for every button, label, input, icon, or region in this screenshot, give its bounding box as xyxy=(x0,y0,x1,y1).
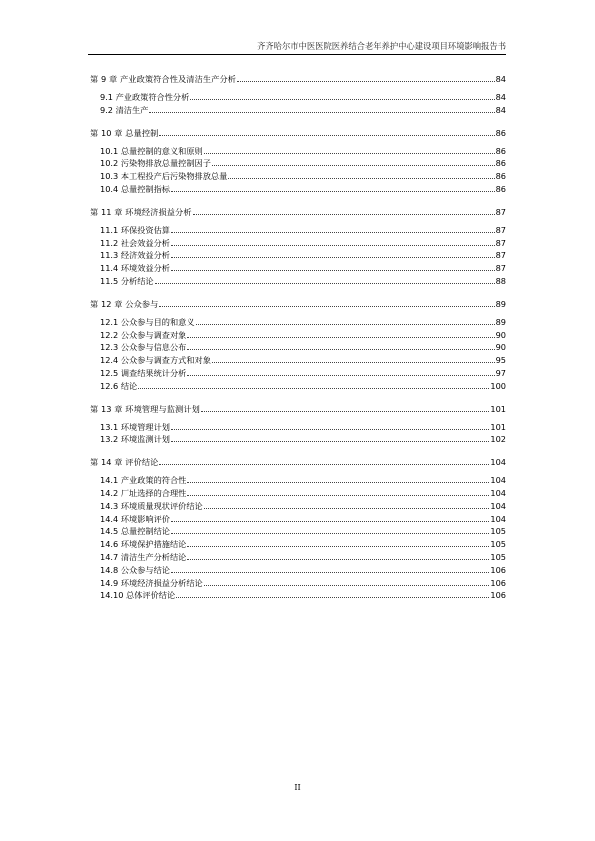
toc-chapter-entry[interactable] xyxy=(90,456,506,467)
toc-dot-leader xyxy=(187,482,489,483)
toc-entry-page: 100 xyxy=(490,380,506,391)
toc-entry-page: 101 xyxy=(490,403,506,414)
toc-entry-page: 104 xyxy=(490,513,506,524)
toc-chapter-entry[interactable] xyxy=(90,403,506,414)
toc-section-entry[interactable] xyxy=(100,577,506,588)
toc-dot-leader xyxy=(171,441,489,442)
toc-entry-page: 105 xyxy=(490,526,506,537)
toc-entry-page: 89 xyxy=(495,298,506,309)
toc-entry-title: 第 12 章 公众参与 xyxy=(90,298,159,309)
toc-entry-title: 10.4 总量控制指标 xyxy=(100,184,170,194)
toc-entry-title: 14.4 环境影响评价 xyxy=(100,513,170,524)
toc-dot-leader xyxy=(171,191,495,192)
toc-entry-page: 87 xyxy=(495,250,506,261)
toc-dot-leader xyxy=(159,306,494,307)
toc-entry-title: 12.5 调查结果统计分析 xyxy=(100,368,187,378)
toc-entry-page: 84 xyxy=(495,92,506,102)
toc-dot-leader xyxy=(196,324,495,325)
toc-dot-leader xyxy=(193,214,495,215)
toc-section-entry[interactable] xyxy=(100,170,506,181)
toc-entry-title: 10.3 本工程投产后污染物排放总量 xyxy=(100,171,228,182)
toc-entry-page: 88 xyxy=(495,276,506,286)
toc-entry-page: 104 xyxy=(490,500,506,511)
toc-entry-page: 86 xyxy=(495,127,506,138)
toc-section-entry[interactable] xyxy=(100,367,506,378)
toc-section-entry[interactable] xyxy=(100,91,506,102)
toc-section-entry[interactable] xyxy=(100,421,506,432)
toc-section-entry[interactable] xyxy=(100,538,506,549)
toc-entry-page: 86 xyxy=(495,158,506,169)
toc-entry-page: 105 xyxy=(490,539,506,550)
toc-dot-leader xyxy=(204,153,495,154)
toc-entry-page: 104 xyxy=(490,475,506,486)
toc-entry-page: 86 xyxy=(495,145,506,156)
toc-section-entry[interactable] xyxy=(100,354,506,365)
toc-dot-leader xyxy=(190,99,494,100)
toc-entry-page: 84 xyxy=(495,104,506,115)
toc-section-entry[interactable] xyxy=(100,513,506,524)
toc-entry-title: 14.8 公众参与结论 xyxy=(100,564,170,575)
toc-entry-page: 102 xyxy=(490,434,506,445)
toc-section-entry[interactable] xyxy=(100,474,506,485)
toc-section-entry[interactable] xyxy=(100,104,506,115)
toc-dot-leader xyxy=(212,165,495,166)
toc-section-entry[interactable] xyxy=(100,145,506,156)
toc-entry-page: 86 xyxy=(495,184,506,194)
toc-entry-page: 106 xyxy=(490,577,506,588)
toc-section-entry[interactable] xyxy=(100,262,506,273)
toc-section-entry[interactable] xyxy=(100,237,506,248)
toc-section-entry[interactable] xyxy=(100,551,506,562)
toc-dot-leader xyxy=(187,375,494,376)
toc-chapter-entry[interactable] xyxy=(90,73,506,84)
toc-dot-leader xyxy=(176,597,489,598)
toc-section-entry[interactable] xyxy=(100,275,506,286)
toc-entry-title: 12.6 结论 xyxy=(100,380,138,391)
toc-dot-leader xyxy=(187,349,494,350)
toc-section-entry[interactable] xyxy=(100,589,506,600)
toc-dot-leader xyxy=(201,411,489,412)
toc-section-entry[interactable] xyxy=(100,157,506,168)
toc-entry-title: 第 13 章 环境管理与监测计划 xyxy=(90,403,200,414)
toc-dot-leader xyxy=(204,585,490,586)
toc-dot-leader xyxy=(171,270,495,271)
toc-dot-leader xyxy=(187,495,489,496)
toc-section-entry[interactable] xyxy=(100,500,506,511)
toc-entry-title: 14.9 环境经济损益分析结论 xyxy=(100,577,203,588)
toc-section-entry[interactable] xyxy=(100,316,506,327)
toc-entry-title: 11.2 社会效益分析 xyxy=(100,237,170,248)
toc-entry-page: 87 xyxy=(495,224,506,235)
toc-entry-title: 12.3 公众参与信息公布 xyxy=(100,342,187,353)
toc-entry-page: 84 xyxy=(495,74,506,84)
toc-entry-title: 10.1 总量控制的意义和原则 xyxy=(100,145,203,156)
toc-entry-title: 14.3 环境质量现状评价结论 xyxy=(100,500,203,511)
toc-entry-title: 11.1 环保投资估算 xyxy=(100,224,170,235)
toc-entry-title: 第 10 章 总量控制 xyxy=(90,127,159,138)
toc-section-entry[interactable] xyxy=(100,249,506,260)
toc-chapter-entry[interactable] xyxy=(90,298,506,309)
toc-entry-title: 10.2 污染物排放总量控制因子 xyxy=(100,158,211,169)
toc-entry-title: 14.1 产业政策的符合性 xyxy=(100,475,187,486)
toc-dot-leader xyxy=(204,508,490,509)
toc-dot-leader xyxy=(171,257,495,258)
toc-dot-leader xyxy=(171,245,495,246)
toc-entry-title: 14.2 厂址选择的合理性 xyxy=(100,488,187,498)
toc-entry-title: 14.10 总体评价结论 xyxy=(100,590,176,601)
toc-entry-page: 87 xyxy=(495,263,506,274)
toc-entry-title: 13.1 环境管理计划 xyxy=(100,421,170,432)
toc-entry-page: 86 xyxy=(495,171,506,182)
toc-entry-title: 14.6 环境保护措施结论 xyxy=(100,539,187,550)
toc-section-entry[interactable] xyxy=(100,564,506,575)
toc-dot-leader xyxy=(228,178,494,179)
toc-entry-title: 第 14 章 评价结论 xyxy=(90,457,159,468)
toc-dot-leader xyxy=(138,388,489,389)
toc-section-entry[interactable] xyxy=(100,433,506,444)
toc-section-entry[interactable] xyxy=(100,329,506,340)
toc-section-entry[interactable] xyxy=(100,341,506,352)
toc-dot-leader xyxy=(155,283,495,284)
toc-entry-title: 11.5 分析结论 xyxy=(100,276,154,286)
toc-entry-title: 12.4 公众参与调查方式和对象 xyxy=(100,355,211,366)
toc-dot-leader xyxy=(187,559,489,560)
toc-entry-title: 12.1 公众参与目的和意义 xyxy=(100,316,195,327)
toc-dot-leader xyxy=(171,232,495,233)
toc-entry-title: 第 11 章 环境经济损益分析 xyxy=(90,206,192,217)
toc-entry-page: 97 xyxy=(495,368,506,378)
toc-entry-page: 95 xyxy=(495,355,506,366)
toc-dot-leader xyxy=(187,337,494,338)
toc-dot-leader xyxy=(171,429,489,430)
toc-dot-leader xyxy=(159,464,489,465)
toc-chapter-entry[interactable] xyxy=(90,206,506,217)
toc-section-entry[interactable] xyxy=(100,183,506,194)
toc-entry-page: 90 xyxy=(495,342,506,353)
toc-entry-title: 11.4 环境效益分析 xyxy=(100,263,170,274)
toc-entry-page: 87 xyxy=(495,237,506,248)
toc-section-entry[interactable] xyxy=(100,224,506,235)
toc-entry-page: 104 xyxy=(490,488,506,498)
toc-section-entry[interactable] xyxy=(100,380,506,391)
toc-entry-page: 87 xyxy=(495,206,506,217)
toc-dot-leader xyxy=(149,112,494,113)
toc-entry-title: 14.5 总量控制结论 xyxy=(100,526,170,537)
toc-dot-leader xyxy=(187,546,489,547)
toc-dot-leader xyxy=(212,362,495,363)
toc-dot-leader xyxy=(171,521,489,522)
toc-entry-title: 9.1 产业政策符合性分析 xyxy=(100,92,190,102)
toc-section-entry[interactable] xyxy=(100,525,506,536)
toc-entry-page: 89 xyxy=(495,316,506,327)
toc-entry-title: 13.2 环境监测计划 xyxy=(100,434,170,445)
toc-entry-page: 90 xyxy=(495,329,506,340)
toc-dot-leader xyxy=(171,533,489,534)
toc-entry-title: 9.2 清洁生产 xyxy=(100,104,149,115)
toc-dot-leader xyxy=(237,81,495,82)
toc-section-entry[interactable] xyxy=(100,487,506,498)
toc-entry-page: 104 xyxy=(490,457,506,468)
toc-entry-title: 11.3 经济效益分析 xyxy=(100,250,170,261)
toc-entry-page: 105 xyxy=(490,552,506,562)
page-header: 齐齐哈尔市中医医院医养结合老年养护中心建设项目环境影响报告书 xyxy=(257,41,506,51)
toc-entry-page: 106 xyxy=(490,564,506,575)
toc-entry-title: 14.7 清洁生产分析结论 xyxy=(100,552,187,562)
toc-entry-title: 第 9 章 产业政策符合性及清洁生产分析 xyxy=(90,74,237,84)
toc-dot-leader xyxy=(159,135,494,136)
toc-entry-page: 106 xyxy=(490,590,506,601)
toc-entry-title: 12.2 公众参与调查对象 xyxy=(100,329,187,340)
toc-chapter-entry[interactable] xyxy=(90,127,506,138)
toc-entry-page: 101 xyxy=(490,421,506,432)
page-number: II xyxy=(294,783,301,792)
toc-dot-leader xyxy=(171,572,489,573)
